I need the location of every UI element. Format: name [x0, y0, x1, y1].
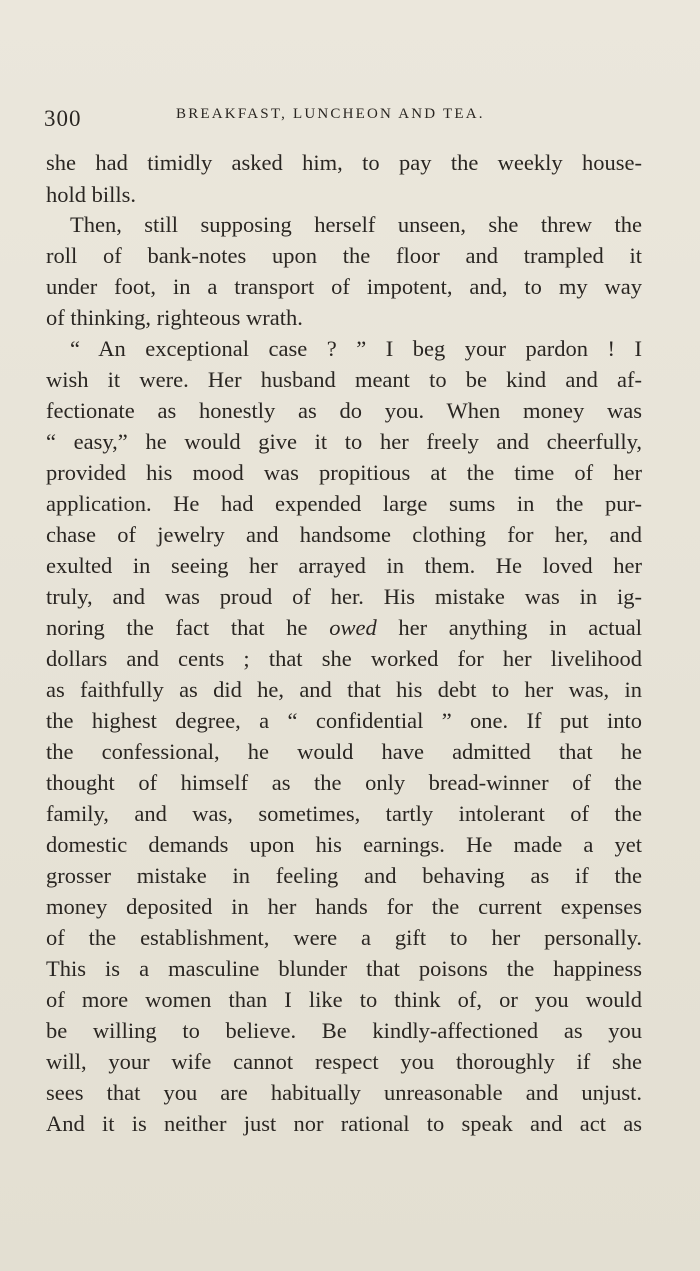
- text-line: chase of jewelry and handsome clothing for her, and: [46, 522, 642, 547]
- text-line: thought of himself as the only bread-winner of the: [46, 770, 642, 795]
- text-segment: her anything in actual: [376, 615, 642, 640]
- text-line: roll of bank-notes upon the floor and trampled it: [46, 243, 642, 268]
- text-line: of the establishment, were a gift to her personally.: [46, 925, 642, 950]
- text-line: “ easy,” he would give it to her freely and cheerfully,: [46, 429, 642, 454]
- text-line: of thinking, righteous wrath.: [46, 305, 303, 330]
- text-line: the confessional, he would have admitted that he: [46, 739, 642, 764]
- text-line: wish it were. Her husband meant to be kind and af-: [46, 367, 642, 392]
- text-line: the highest degree, a “ confidential ” one. If put into: [46, 708, 642, 733]
- text-line: as faithfully as did he, and that his debt to her was, in: [46, 677, 642, 702]
- text-line: domestic demands upon his earnings. He made a yet: [46, 832, 642, 857]
- text-line: hold bills.: [46, 182, 137, 207]
- page-header: [44, 100, 644, 140]
- text-line: This is a masculine blunder that poisons the happiness: [46, 956, 642, 981]
- text-line: family, and was, sometimes, tartly intolerant of the: [46, 801, 642, 826]
- text-line: be willing to believe. Be kindly-affectioned as you: [46, 1018, 642, 1043]
- text-line: dollars and cents ; that she worked for her livelihood: [46, 646, 642, 671]
- text-line: application. He had expended large sums in the pur-: [46, 491, 642, 516]
- text-line: of more women than I like to think of, or you would: [46, 987, 642, 1012]
- text-line: provided his mood was propitious at the time of her: [46, 460, 642, 485]
- text-line: exulted in seeing her arrayed in them. He loved her: [46, 553, 642, 578]
- text-line: [46, 613, 642, 643]
- text-line: will, your wife cannot respect you thoroughly if she: [46, 1049, 642, 1074]
- text-line: under foot, in a transport of impotent, and, to my way: [46, 274, 642, 299]
- text-line: truly, and was proud of her. His mistake was in ig-: [46, 584, 642, 609]
- text-line: money deposited in her hands for the current expenses: [46, 894, 642, 919]
- text-segment: noring the fact that he: [46, 615, 330, 640]
- text-line: grosser mistake in feeling and behaving as if the: [46, 863, 642, 888]
- text-line: “ An exceptional case ? ” I beg your pardon ! I: [70, 336, 642, 361]
- text-line: fectionate as honestly as do you. When money was: [46, 398, 642, 423]
- running-title: BREAKFAST, LUNCHEON AND TEA.: [176, 106, 485, 122]
- italic-word: owed: [329, 615, 377, 640]
- page-number: 300: [44, 106, 82, 131]
- text-line: she had timidly asked him, to pay the weekly house-: [46, 150, 642, 175]
- text-line: And it is neither just nor rational to speak and act as: [46, 1111, 642, 1136]
- text-line: Then, still supposing herself unseen, she threw the: [70, 212, 642, 237]
- text-line: sees that you are habitually unreasonable and unjust.: [46, 1080, 642, 1105]
